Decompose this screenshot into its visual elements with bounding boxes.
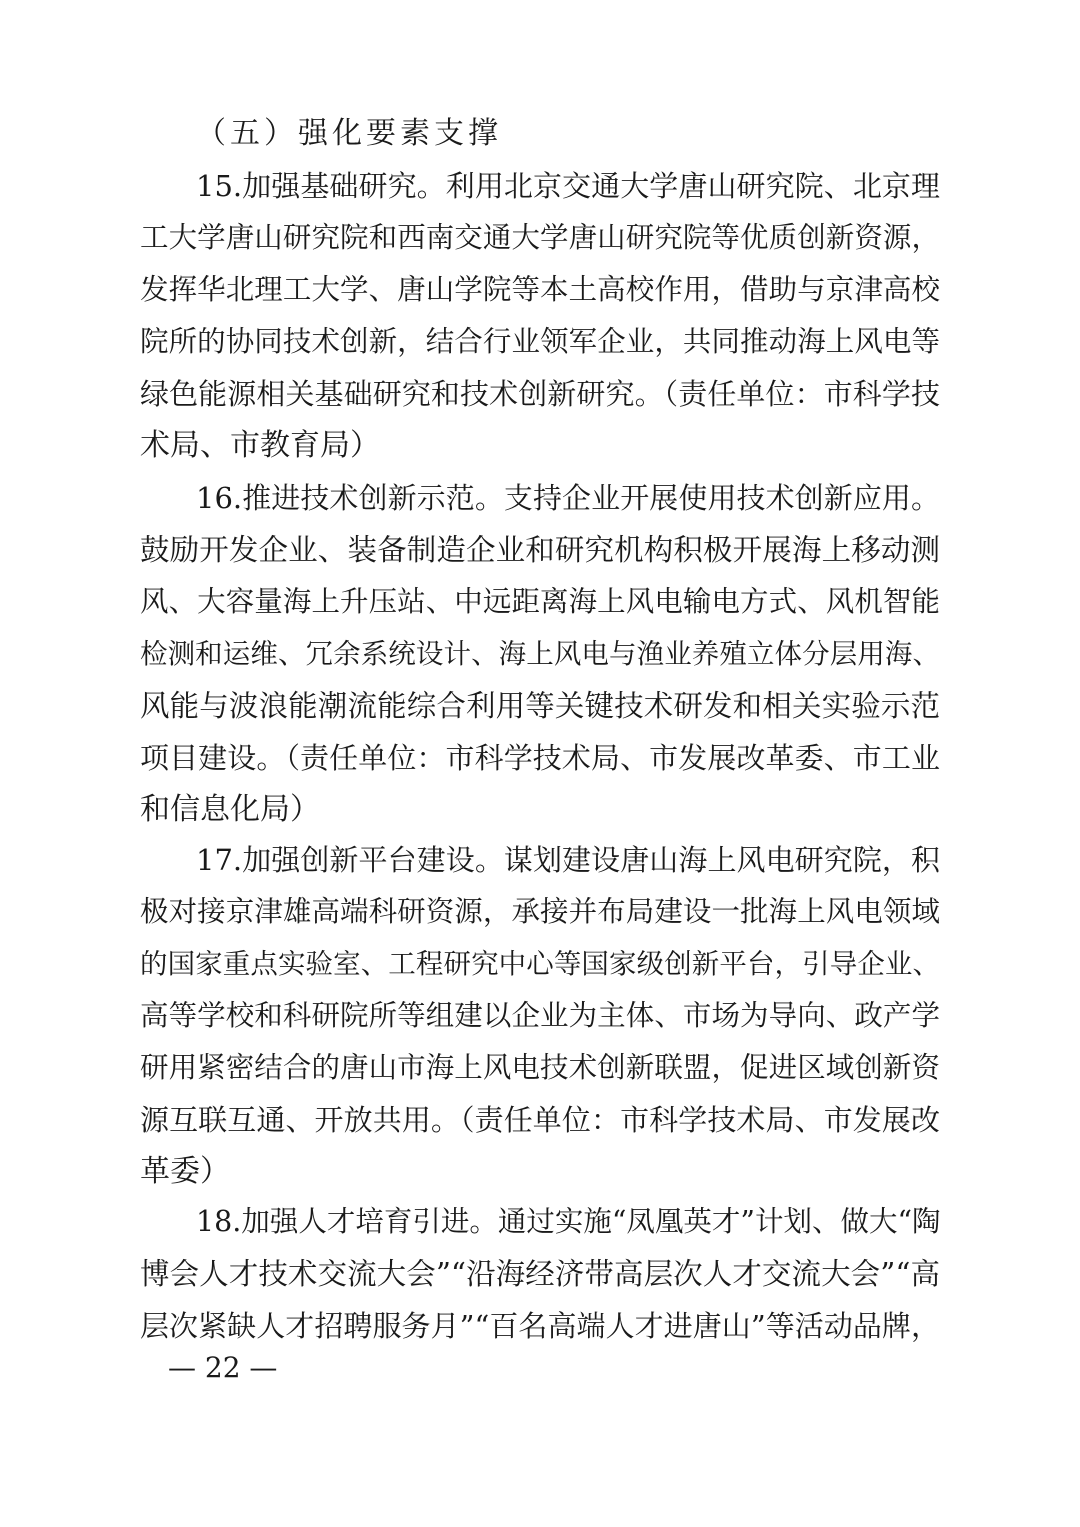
text-line: 层次紧缺人才招聘服务月”“百名高端人才进唐山”等活动品牌， bbox=[140, 1309, 940, 1343]
text-line: 发挥华北理工大学、唐山学院等本土高校作用，借助与京津高校 bbox=[140, 273, 940, 306]
text-line: 18.加强人才培育引进。通过实施“凤凰英才”计划、做大“陶 bbox=[196, 1205, 941, 1238]
text-line: 术局、市教育局） bbox=[140, 428, 380, 463]
text-line: 鼓励开发企业、装备制造企业和研究机构积极开展海上移动测 bbox=[140, 533, 940, 567]
text-line: 博会人才技术交流大会”“沿海经济带高层次人才交流大会”“高 bbox=[140, 1257, 940, 1291]
paragraph-18 bbox=[140, 1196, 940, 1352]
text-line: 院所的协同技术创新，结合行业领军企业，共同推动海上风电等 bbox=[140, 325, 940, 358]
text-line: 革委） bbox=[140, 1154, 230, 1189]
text-line: 研用紧密结合的唐山市海上风电技术创新联盟，促进区域创新资 bbox=[140, 1051, 940, 1084]
text-line: 风、大容量海上升压站、中远距离海上风电输电方式、风机智能 bbox=[140, 585, 940, 618]
paragraph-16 bbox=[140, 472, 940, 836]
page-number: — 22 — bbox=[168, 1351, 278, 1384]
text-line: 极对接京津雄高端科研资源，承接并布局建设一批海上风电领域 bbox=[140, 895, 940, 928]
text-line: 15.加强基础研究。利用北京交通大学唐山研究院、北京理 bbox=[196, 169, 940, 203]
section-heading: （五）强化要素支撑 bbox=[196, 116, 502, 151]
text-line: 和信息化局） bbox=[140, 792, 320, 827]
paragraph-17 bbox=[140, 834, 940, 1198]
text-line: 17.加强创新平台建设。谋划建设唐山海上风电研究院，积 bbox=[196, 843, 940, 877]
text-line: 绿色能源相关基础研究和技术创新研究。（责任单位：市科学技 bbox=[140, 377, 940, 411]
text-line: 工大学唐山研究院和西南交通大学唐山研究院等优质创新资源， bbox=[140, 221, 940, 254]
text-line: 16.推进技术创新示范。支持企业开展使用技术创新应用。 bbox=[196, 481, 940, 515]
text-line: 高等学校和科研院所等组建以企业为主体、市场为导向、政产学 bbox=[140, 999, 940, 1032]
text-line: 风能与波浪能潮流能综合利用等关键技术研发和相关实验示范 bbox=[140, 689, 940, 723]
paragraph-15 bbox=[140, 160, 940, 472]
text-line: 源互联互通、开放共用。（责任单位：市科学技术局、市发展改 bbox=[140, 1103, 940, 1137]
text-line: 项目建设。（责任单位：市科学技术局、市发展改革委、市工业 bbox=[140, 741, 940, 775]
text-line: 检测和运维、冗余系统设计、海上风电与渔业养殖立体分层用海、 bbox=[140, 638, 940, 670]
text-line: 的国家重点实验室、工程研究中心等国家级创新平台，引导企业、 bbox=[140, 948, 940, 980]
